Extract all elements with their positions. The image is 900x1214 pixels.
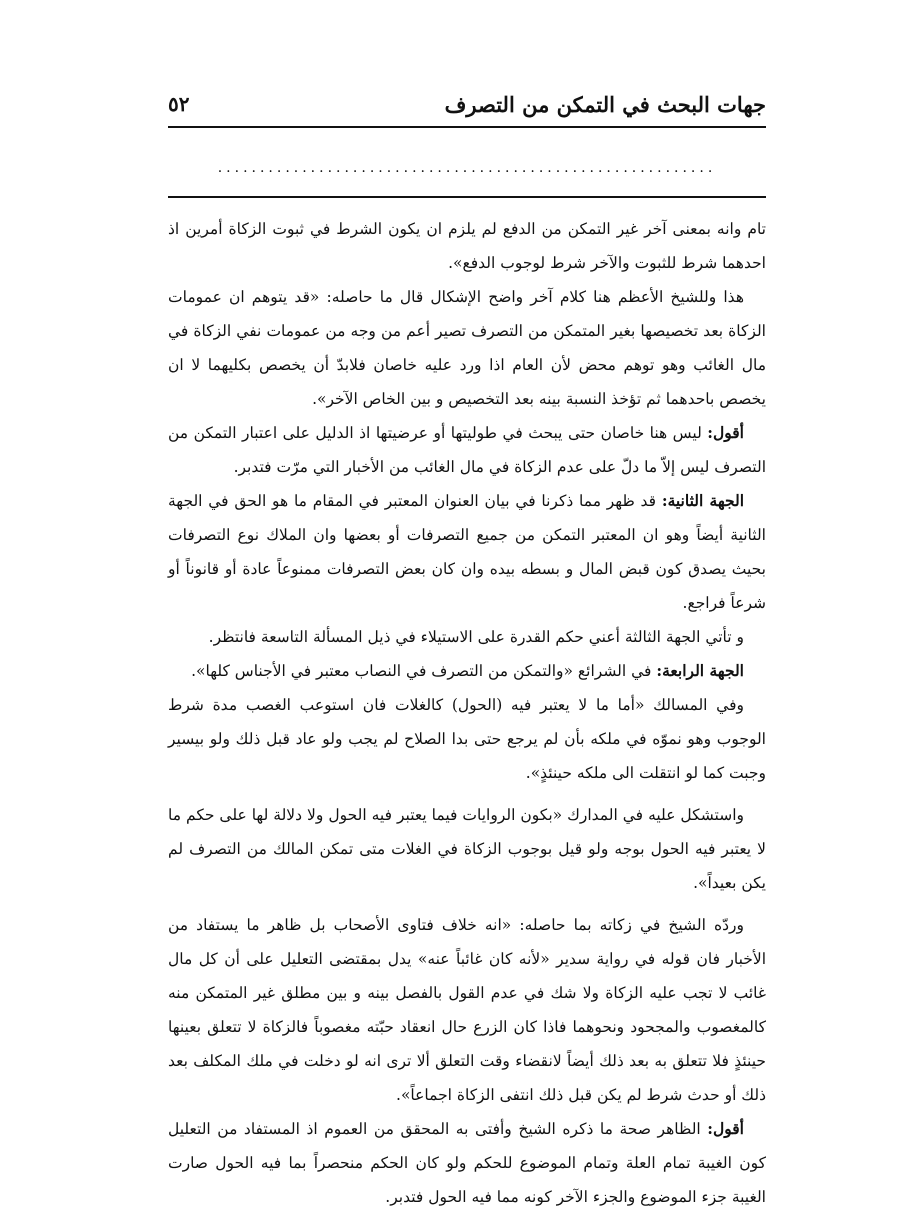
paragraph-lead: أقول: [707,1119,744,1138]
paragraph [168,654,766,688]
paragraph-lead: أقول: [707,423,744,442]
paragraph [168,620,766,654]
paragraph [168,908,766,1112]
header-rule [168,126,766,128]
separator-dots: ........................................................... [217,160,717,176]
page-number: ٥٢ [168,92,190,116]
paragraph [168,484,766,620]
paragraph-text: تام وانه بمعنى آخر غير التمكن من الدفع لم يلزم ان يكون الشرط في ثبوت الزكاة أمرين اذ احدهما شرط للثبوت والآخر شرط لوجوب الدفع». [168,220,766,272]
paragraph-text: وردّه الشيخ في زكاته بما حاصله: «انه خلاف فتاوى الأصحاب بل ظاهر ما يستفاد من الأخبار فان قوله في رواية سدير «لأنه كان غائباً عنه» يدل بمقتضى التعليل على أن كل مال غائب لا تجب عليه الزكاة ولا شك في عدم القول بالفصل بينه و بين مطلق غير المتمكن منه كالمغصوب والمجحود ونحوهما فاذا كان الزرع حال انعقاد حبّته مغصوباً فالزكاة لا تتعلق بعينها حينئذٍ فلا تتعلق به بعد ذلك أيضاً لانقضاء وقت التعلق ألا ترى انه لو دخلت في ملك المكلف بعد ذلك أو حدث شرط لم يكن قبل ذلك انتفى الزكاة اجماعاً». [168,916,766,1104]
paragraph-text: ليس هنا خاصان حتى يبحث في طوليتها أو عرضيتها اذ الدليل على اعتبار التمكن من التصرف ليس إلاّ ما دلّ على عدم الزكاة في مال الغائب من الأخبار التي مرّت فتدبر. [168,424,766,476]
section-heading: الجهة الرابعة: [656,661,744,680]
body-text [168,212,766,1214]
paragraph [168,416,766,484]
paragraph [168,280,766,416]
paragraph [168,1112,766,1214]
running-title: جهات البحث في التمكن من التصرف [444,91,766,117]
paragraph-text: وفي المسالك «أما ما لا يعتبر فيه (الحول) كالغلات فان استوعب الغصب مدة شرط الوجوب وهو نموّه في ملكه بأن لم يرجع حتى بدا الصلاح لم يجب ولو عاد قبل ذلك ولو بيسير وجبت كما لو انتقلت الى ملكه حينئذٍ». [168,696,766,782]
paragraph-text: واستشكل عليه في المدارك «بكون الروايات فيما يعتبر فيه الحول ولا دلالة لها على حكم ما لا يعتبر فيه الحول بوجه ولو قيل بوجوب الزكاة في الغلات متى تمكن المالك من التصرف لم يكن بعيداً». [168,806,766,892]
section-heading: الجهة الثانية: [661,491,745,510]
paragraph-text: قد ظهر مما ذكرنا في بيان العنوان المعتبر في المقام ما هو الحق في الجهة الثانية أيضاً وهو ان المعتبر التمكن من جميع التصرفات أو بعضها وان الملاك نوع التصرفات بحيث يصدق كون قبض المال و بسطه بيده وان كان بعض التصرفات ممنوعاً عادة أو قانوناً أو شرعاً فراجع. [168,492,766,612]
paragraph [168,212,766,280]
separator-rule [168,196,766,198]
paragraph [168,798,766,900]
paragraph-text: هذا وللشيخ الأعظم هنا كلام آخر واضح الإشكال قال ما حاصله: «قد يتوهم ان عمومات الزكاة بعد تخصيصها بغير المتمكن من التصرف تصير أعم من وجه من عمومات نفي الزكاة في مال الغائب وهو توهم محض لأن العام اذا ورد عليه خاصان فلابدّ أن يخصص بكليهما لا ان يخصص باحدهما ثم تؤخذ النسبة بينه بعد التخصيص و بين الخاص الآخر». [168,288,766,408]
paragraph [168,688,766,790]
page-header [168,86,766,122]
paragraph-text: الظاهر صحة ما ذكره الشيخ وأفتى به المحقق من العموم اذ المستفاد من التعليل كون الغيبة تمام العلة وتمام الموضوع للحكم ولو كان الحكم منحصراً بما فيه الحول صارت الغيبة جزء الموضوع والجزء الآخر كونه مما فيه الحول فتدبر. [168,1120,766,1206]
paragraph-text: و تأتي الجهة الثالثة أعني حكم القدرة على الاستيلاء في ذيل المسألة التاسعة فانتظر. [208,628,744,646]
paragraph-text: في الشرائع «والتمكن من التصرف في النصاب معتبر في الأجناس كلها». [191,662,657,680]
